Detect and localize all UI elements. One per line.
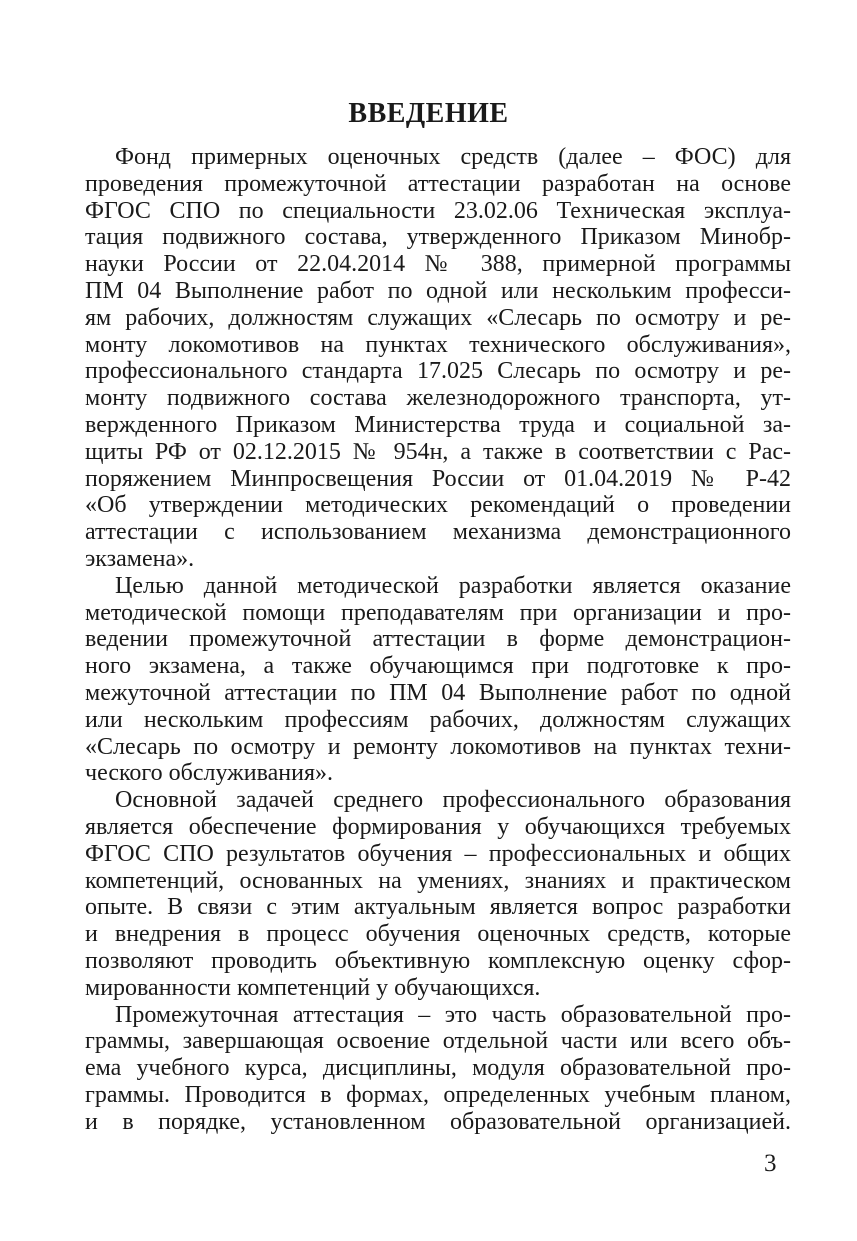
text-line: ФГОС СПО результатов обучения – профессиональных и общих [85,840,791,867]
text-line: межуточной аттестации по ПМ 04 Выполнение работ по одной [85,679,791,706]
text-line: или нескольким профессиям рабочих, должностям служащих [85,706,791,733]
text-line: экзамена». [85,545,195,572]
text-line: профессионального стандарта 17.025 Слесарь по осмотру и ре- [85,358,791,385]
text-line: мированности компетенций у обучающихся. [85,974,541,1001]
text-line: монту подвижного состава железнодорожного транспорта, ут- [85,385,791,412]
text-line: Промежуточная аттестация – это часть образовательной про- [115,1001,791,1028]
text-line: опыте. В связи с этим актуальным является вопрос разработки [85,894,791,921]
text-line: ям рабочих, должностям служащих «Слесарь по осмотру и ре- [85,304,791,331]
text-line: монту локомотивов на пунктах технического обслуживания», [85,331,791,358]
text-line: и внедрения в процесс обучения оценочных средств, которые [85,921,791,948]
text-line: является обеспечение формирования у обучающихся требуемых [85,813,791,840]
text-line: позволяют проводить объективную комплексную оценку сфор- [85,947,791,974]
text-line: щиты РФ от 02.12.2015 № 954н, а также в соответствии с Рас- [85,438,791,465]
text-line: «Слесарь по осмотру и ремонту локомотивов на пунктах техни- [85,733,791,760]
text-line: науки России от 22.04.2014 № 388, примерной программы [85,251,791,278]
page-title: ВВЕДЕНИЕ [348,98,509,129]
text-line: Фонд примерных оценочных средств (далее – ФОС) для [115,144,791,170]
text-line: вержденного Приказом Министерства труда и социальной за- [85,411,791,438]
text-line: ПМ 04 Выполнение работ по одной или нескольким професси- [85,277,791,304]
text-line: Основной задачей среднего профессионального образования [115,787,791,814]
paragraph [85,144,791,573]
paragraph [85,787,791,1001]
text-line: методической помощи преподавателям при организации и про- [85,599,791,626]
body-text [85,144,791,1135]
text-line: ческого обслуживания». [85,760,334,787]
text-line: граммы, завершающая освоение отдельной части или всего объ- [85,1028,791,1055]
text-line: компетенций, основанных на умениях, знаниях и практическом [85,867,791,894]
text-line: ного экзамена, а также обучающимся при подготовке к про- [85,653,791,680]
text-line: проведения промежуточной аттестации разработан на основе [85,170,791,197]
text-line: поряжением Минпросвещения России от 01.04.2019 № Р-42 [85,465,791,492]
text-line: ведении промежуточной аттестации в форме демонстрацион- [85,626,791,653]
text-line: ФГОС СПО по специальности 23.02.06 Техническая эксплуа- [85,197,791,224]
text-line: граммы. Проводится в формах, определенных учебным планом, [85,1081,791,1108]
paragraph [85,573,791,787]
text-line: «Об утверждении методических рекомендаций о проведении [85,492,791,519]
page-number: 3 [764,1150,777,1177]
text-line: ема учебного курса, дисциплины, модуля образовательной про- [85,1055,791,1082]
text-line: аттестации с использованием механизма демонстрационного [85,519,791,546]
text-line: тация подвижного состава, утвержденного Приказом Минобр- [85,224,791,251]
text-line: и в порядке, установленном образовательной организацией. [85,1108,791,1135]
text-line: Целью данной методической разработки является оказание [115,572,791,599]
paragraph [85,1002,791,1136]
